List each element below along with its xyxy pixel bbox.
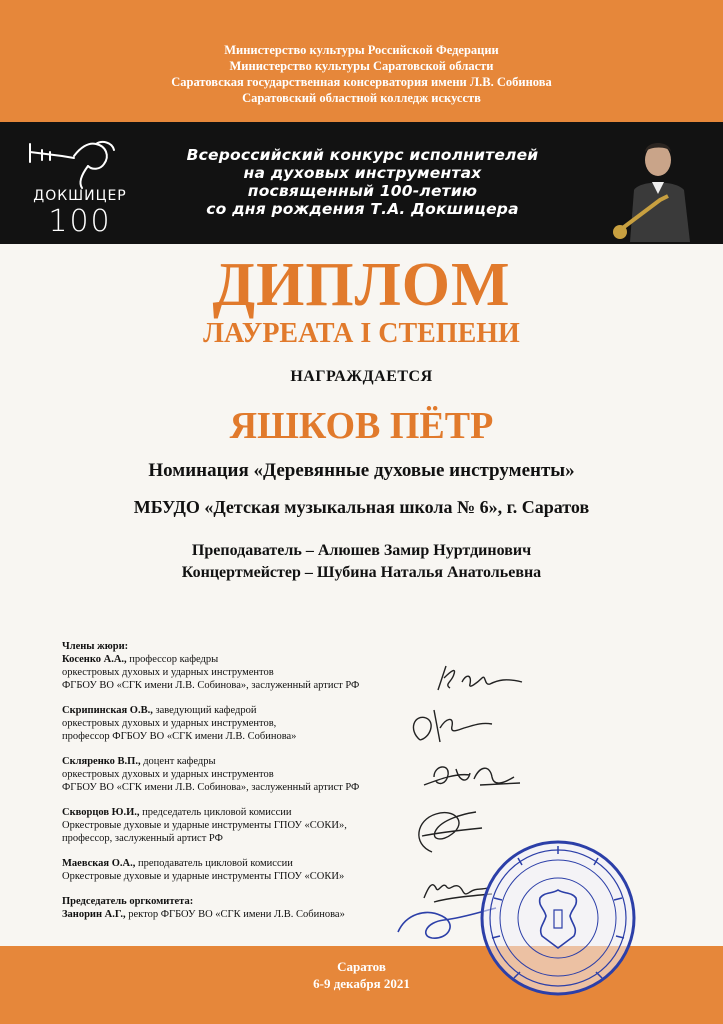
musician-portrait-icon (610, 130, 700, 242)
ministries-block (0, 42, 723, 106)
jury-member-role: председатель цикловой комиссии (139, 807, 292, 818)
signature-icon (432, 660, 532, 700)
signature-icon (400, 700, 500, 750)
contest-line: со дня рождения Т.А. Докшицера (206, 200, 519, 218)
jury-member-line: профессор ФГБОУ ВО «СГК имени Л.В. Собинова» (62, 731, 297, 742)
accompanist-line: Концертмейстер – Шубина Наталья Анатольевна (181, 564, 542, 581)
ministry-line: Саратовский областной колледж искусств (242, 91, 481, 105)
jury-member-name: Косенко А.А., (62, 654, 127, 665)
jury-member (62, 806, 442, 845)
signature-icon (420, 755, 530, 795)
logo-number: 100 (48, 204, 112, 239)
contest-line: Всероссийский конкурс исполнителей (186, 146, 539, 164)
jury-member (62, 704, 442, 743)
jury-heading: Члены жюри: (62, 641, 129, 652)
jury-member-name: Скляренко В.П., (62, 756, 141, 767)
jury-member-line: ФГБОУ ВО «СГК имени Л.В. Собинова», заслуженный артист РФ (62, 680, 360, 691)
teacher-line: Преподаватель – Алюшев Замир Нуртдинович (191, 542, 532, 559)
jury-member-line: оркестровых духовых и ударных инструментов, (62, 718, 277, 729)
jury-member (62, 857, 442, 883)
jury-member-line: Оркестровые духовые и ударные инструменты ГПОУ «СОКИ», (62, 820, 347, 831)
jury-member-name: Маевская О.А., (62, 858, 136, 869)
chair-heading: Председатель оргкомитета: (62, 896, 194, 907)
jury-member-role: заведующий кафедрой (152, 705, 257, 716)
diploma-title: ДИПЛОМ (212, 251, 511, 319)
diploma-degree: ЛАУРЕАТА I СТЕПЕНИ (203, 318, 520, 349)
teachers-block (0, 540, 723, 584)
jury-block (62, 640, 442, 933)
jury-member (62, 755, 442, 794)
dates-text: 6-9 декабря 2021 (313, 976, 410, 991)
jury-member-role: профессор кафедры (126, 654, 219, 665)
jury-member-role: преподаватель цикловой комиссии (135, 858, 293, 869)
contest-line: на духовых инструментах (243, 164, 482, 182)
laureate-name: ЯШКОВ ПЁТР (229, 405, 494, 447)
city-text: Саратов (337, 959, 386, 974)
jury-member (62, 653, 442, 692)
chair-name: Занорин А.Г., (62, 909, 126, 920)
ministry-line: Саратовская государственная консерватория имени Л.В. Собинова (171, 75, 552, 89)
footer-place (0, 958, 723, 992)
jury-member-line: профессор, заслуженный артист РФ (62, 833, 223, 844)
ministry-line: Министерство культуры Саратовской области (229, 59, 494, 73)
ministry-line: Министерство культуры Российской Федерации (224, 43, 499, 57)
jury-member-role: доцент кафедры (140, 756, 216, 767)
jury-member-name: Скворцов Ю.И., (62, 807, 140, 818)
nomination-text: Номинация «Деревянные духовые инструменты» (148, 460, 575, 481)
jury-member-line: Оркестровые духовые и ударные инструменты ГПОУ «СОКИ» (62, 871, 345, 882)
chair-role: ректор ФГБОУ ВО «СГК имени Л.В. Собинова» (125, 909, 345, 920)
jury-member-line: ФГБОУ ВО «СГК имени Л.В. Собинова», заслуженный артист РФ (62, 782, 360, 793)
contest-title (150, 146, 575, 218)
jury-member-line: оркестровых духовых и ударных инструментов (62, 667, 274, 678)
jury-member-name: Скрипинская О.В., (62, 705, 153, 716)
school-text: МБУДО «Детская музыкальная школа № 6», г. Саратов (133, 497, 590, 517)
logo-text: ДОКШИЦЕР (33, 188, 127, 204)
chair-block (62, 895, 442, 921)
jury-member-line: оркестровых духовых и ударных инструментов (62, 769, 274, 780)
awarded-label: НАГРАЖДАЕТСЯ (290, 368, 433, 385)
contest-line: посвященный 100-летию (247, 182, 478, 200)
